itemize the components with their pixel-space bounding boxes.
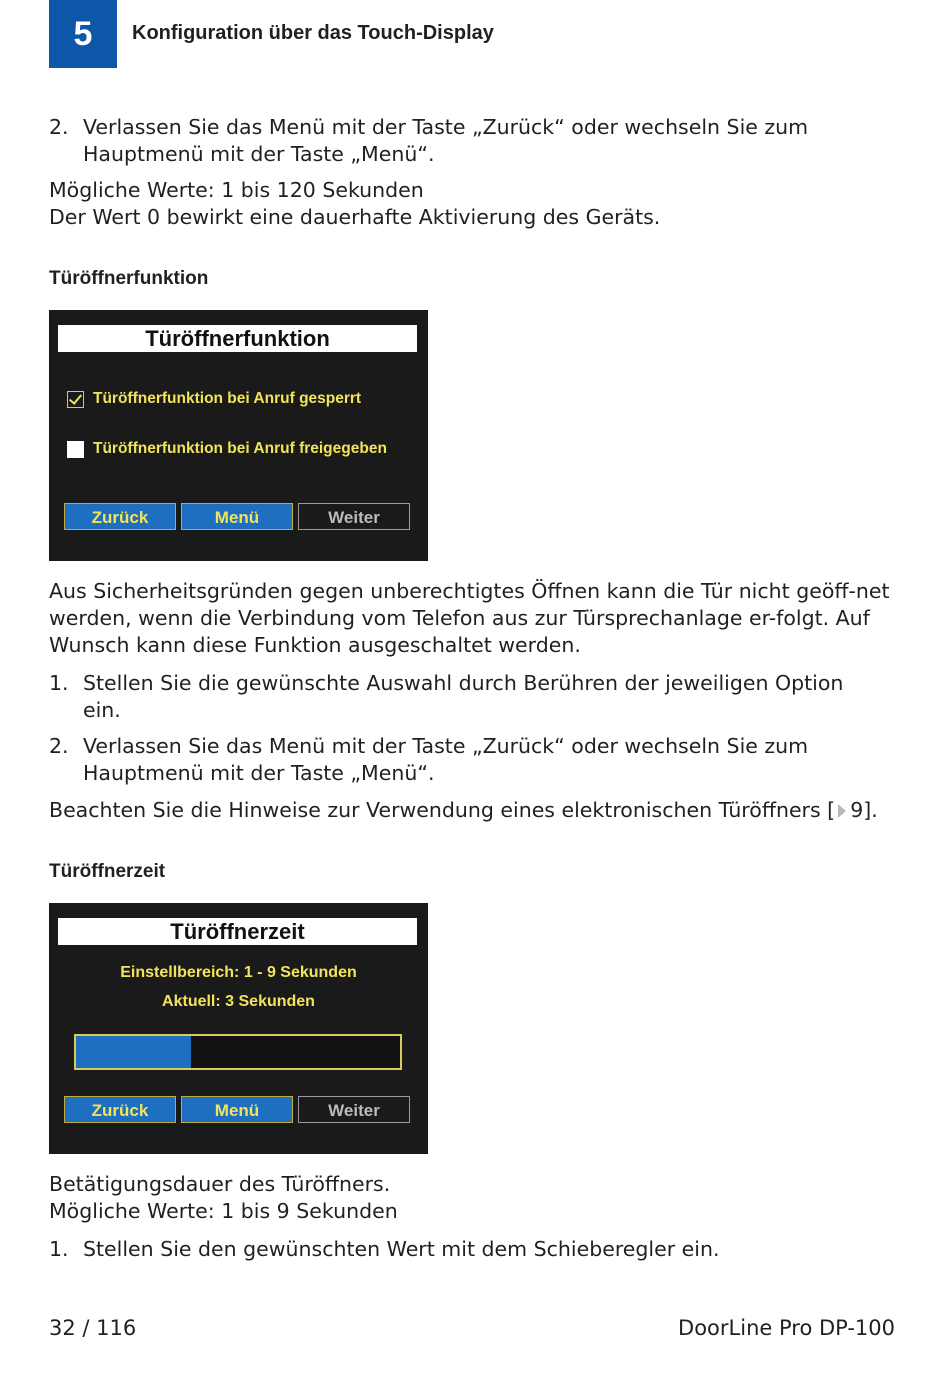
product-name: DoorLine Pro DP-100 (678, 1316, 895, 1340)
option-locked[interactable] (67, 390, 361, 408)
chapter-number: 5 (49, 0, 117, 68)
back-button[interactable]: Zurück (64, 503, 176, 530)
next-button[interactable]: Weiter (298, 1096, 410, 1123)
step-text: Verlassen Sie das Menü mit der Taste „Zurück“ oder wechseln Sie zum Hauptmenü mit der Taste „Menü“. (83, 734, 809, 785)
duration-description: Betätigungsdauer des Türöffners. (49, 1172, 391, 1196)
section-heading-door-function: Türöffnerfunktion (49, 268, 209, 289)
step-number: 2. (49, 115, 69, 139)
page-number: 32 / 116 (49, 1316, 137, 1340)
screen-button-row (64, 503, 413, 530)
screen-button-row (64, 1096, 413, 1123)
note-end: ]. (863, 798, 878, 822)
option-released[interactable] (67, 440, 387, 458)
range-text: Einstellbereich: 1 - 9 Sekunden (120, 964, 357, 981)
security-paragraph: Aus Sicherheitsgründen gegen unberechtigtes Öffnen kann die Tür nicht geöff-net werden, wenn die Verbindung vom Telefon aus zur Türsprechanlage er-folgt. Auf Wunsch kann diese Funktion ausgeschaltet werden. (49, 579, 890, 657)
step-1 (49, 670, 909, 724)
checkbox-unchecked-icon[interactable] (67, 441, 84, 458)
menu-button[interactable]: Menü (181, 503, 293, 530)
checkbox-checked-icon[interactable] (67, 391, 84, 408)
note-line (49, 797, 929, 824)
section-heading-door-time: Türöffnerzeit (49, 861, 166, 882)
values-line-1: Mögliche Werte: 1 bis 120 Sekunden (49, 178, 424, 202)
step-number: 1. (49, 1237, 69, 1261)
note-text: Beachten Sie die Hinweise zur Verwendung eines elektronischen Türöffners [ (49, 798, 836, 822)
step-number: 2. (49, 734, 69, 758)
screen-title: Türöffnerzeit (58, 918, 417, 945)
time-step-1 (49, 1236, 909, 1263)
step-number: 1. (49, 671, 69, 695)
intro-step-2 (49, 114, 909, 168)
step-2 (49, 733, 909, 787)
next-button[interactable]: Weiter (298, 503, 410, 530)
step-text: Verlassen Sie das Menü mit der Taste „Zurück“ oder wechseln Sie zum Hauptmenü mit der Taste „Menü“. (83, 115, 809, 166)
screen-door-time (49, 903, 428, 1154)
menu-button[interactable]: Menü (181, 1096, 293, 1123)
page-reference-link[interactable]: 9 (850, 798, 864, 822)
values-line-2: Der Wert 0 bewirkt eine dauerhafte Aktivierung des Geräts. (49, 205, 661, 229)
screen-title: Türöffnerfunktion (58, 325, 417, 352)
option-label: Türöffnerfunktion bei Anruf freigegeben (93, 440, 387, 457)
step-text: Stellen Sie die gewünschte Auswahl durch Berühren der jeweiligen Option ein. (83, 671, 844, 722)
chapter-title: Konfiguration über das Touch-Display (132, 22, 494, 44)
page-reference-arrow-icon (838, 804, 846, 818)
time-slider[interactable] (74, 1034, 402, 1070)
current-value-text: Aktuell: 3 Sekunden (162, 993, 315, 1010)
option-label: Türöffnerfunktion bei Anruf gesperrt (93, 390, 362, 407)
back-button[interactable]: Zurück (64, 1096, 176, 1123)
screen-door-function (49, 310, 428, 561)
slider-fill[interactable] (76, 1036, 191, 1068)
step-text: Stellen Sie den gewünschten Wert mit dem Schieberegler ein. (83, 1237, 720, 1261)
duration-values: Mögliche Werte: 1 bis 9 Sekunden (49, 1199, 398, 1223)
